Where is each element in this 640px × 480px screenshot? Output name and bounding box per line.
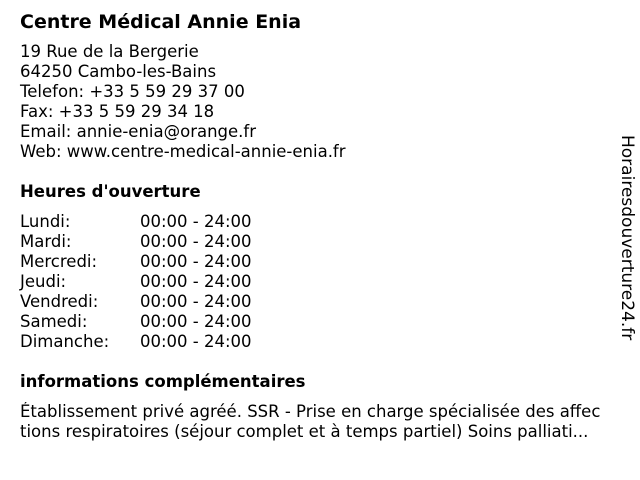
site-watermark: Horairesdouverture24.fr: [617, 135, 637, 341]
hours-row-saturday: [20, 312, 630, 332]
email-address: Email: annie-enia@orange.fr: [20, 122, 257, 141]
website-address: Web: www.centre-medical-annie-enia.fr: [20, 142, 346, 161]
hours-day: Mercredi:: [20, 252, 98, 271]
phone-number: Telefon: +33 5 59 29 37 00: [20, 82, 245, 101]
hours-time: 00:00 - 24:00: [140, 332, 252, 351]
hours-time: 00:00 - 24:00: [140, 312, 252, 331]
opening-hours-table: [20, 212, 630, 352]
hours-day: Dimanche:: [20, 332, 110, 351]
additional-info-line-1: Établissement privé agréé. SSR - Prise en charge spécialisée des affec: [20, 402, 601, 421]
business-card: [20, 8, 630, 442]
hours-row-friday: [20, 292, 630, 312]
hours-row-sunday: [20, 332, 630, 352]
hours-day: Vendredi:: [20, 292, 99, 311]
hours-time: 00:00 - 24:00: [140, 292, 252, 311]
additional-info-line-2: tions respiratoires (séjour complet et à temps partiel) Soins palliati...: [20, 422, 589, 441]
address-city: 64250 Cambo-les-Bains: [20, 62, 217, 81]
hours-time: 00:00 - 24:00: [140, 232, 252, 251]
additional-info-heading: informations complémentaires: [20, 372, 306, 391]
hours-day: Mardi:: [20, 232, 72, 251]
page-title: Centre Médical Annie Enia: [20, 11, 302, 33]
address-street: 19 Rue de la Bergerie: [20, 42, 199, 61]
hours-time: 00:00 - 24:00: [140, 272, 252, 291]
fax-number: Fax: +33 5 59 29 34 18: [20, 102, 215, 121]
contact-block: [20, 42, 630, 162]
hours-row-thursday: [20, 272, 630, 292]
hours-row-wednesday: [20, 252, 630, 272]
hours-day: Jeudi:: [20, 272, 67, 291]
hours-day: Samedi:: [20, 312, 88, 331]
hours-time: 00:00 - 24:00: [140, 212, 252, 231]
hours-row-tuesday: [20, 232, 630, 252]
opening-hours-heading: Heures d'ouverture: [20, 182, 201, 201]
hours-row-monday: [20, 212, 630, 232]
hours-day: Lundi:: [20, 212, 71, 231]
hours-time: 00:00 - 24:00: [140, 252, 252, 271]
